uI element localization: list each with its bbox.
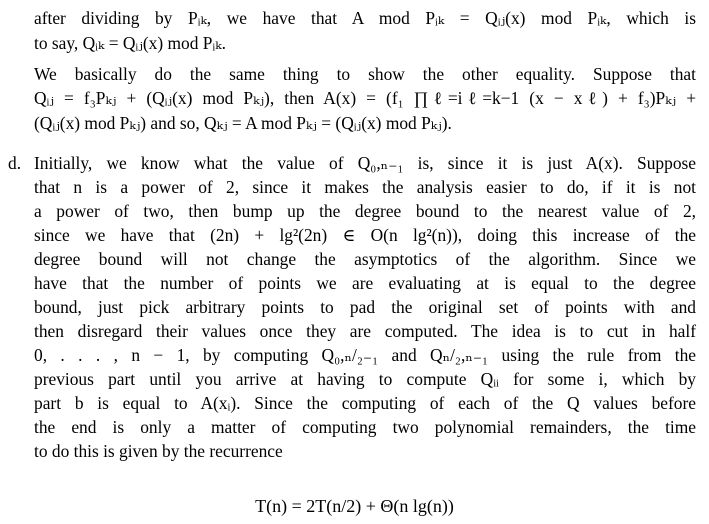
text-line: that n is a power of 2, since it makes the analysis easier to do, if it is not — [34, 177, 696, 197]
text-line: previous part until you arrive at having to compute Qᵢᵢ for some i, which by — [34, 369, 696, 389]
text-line: then disregard their values once they are computed. The idea is to cut in half — [34, 321, 696, 341]
text-line: Initially, we know what the value of Q₀,ₙ₋₁ is, since it is just A(x). Suppose — [34, 153, 696, 173]
text-line: Qᵢⱼ = f₃Pₖⱼ + (Qᵢⱼ(x) mod Pₖⱼ), then A(x) = (f₁ ∏ℓ=iℓ=k−1 (x − xℓ) + f₃)Pₖⱼ + — [34, 88, 696, 108]
text-line: have that the number of points we are evaluating at is equal to the degree — [34, 273, 696, 293]
text-line: after dividing by Pᵢₖ, we have that A mod Pᵢₖ = Qᵢⱼ(x) mod Pᵢₖ, which is — [34, 8, 696, 28]
text-line: (Qᵢⱼ(x) mod Pₖⱼ) and so, Qₖⱼ = A mod Pₖⱼ = (Qᵢⱼ(x) mod Pₖⱼ). — [34, 113, 452, 133]
text-line: bound, just pick arbitrary points to pad the original set of points with and — [34, 297, 696, 317]
text-line: to do this is given by the recurrence — [34, 441, 283, 461]
text-line: since we have that (2n) + lg²(2n) ∈ O(n lg²(n)), doing this increase of the — [34, 225, 696, 245]
text-line: part b is equal to A(xᵢ). Since the computing of each of the Q values before — [34, 393, 696, 413]
text-line: a power of two, then bump up the degree bound to the nearest value of 2, — [34, 201, 696, 221]
text-line: We basically do the same thing to show the other equality. Suppose that — [34, 64, 696, 84]
text-line: degree bound will not change the asymptotics of the algorithm. Since we — [34, 249, 696, 269]
text-line: the end is only a matter of computing two polynomial remainders, the time — [34, 417, 696, 437]
text-line: to say, Qᵢₖ = Qᵢⱼ(x) mod Pᵢₖ. — [34, 33, 226, 53]
list-label: d. — [8, 153, 22, 173]
recurrence-equation: T(n) = 2T(n/2) + Θ(n lg(n)) — [255, 496, 454, 516]
text-line: 0, . . . , n − 1, by computing Q₀,ₙ/₂₋₁ and Qₙ/₂,ₙ₋₁ using the rule from the — [34, 345, 696, 365]
